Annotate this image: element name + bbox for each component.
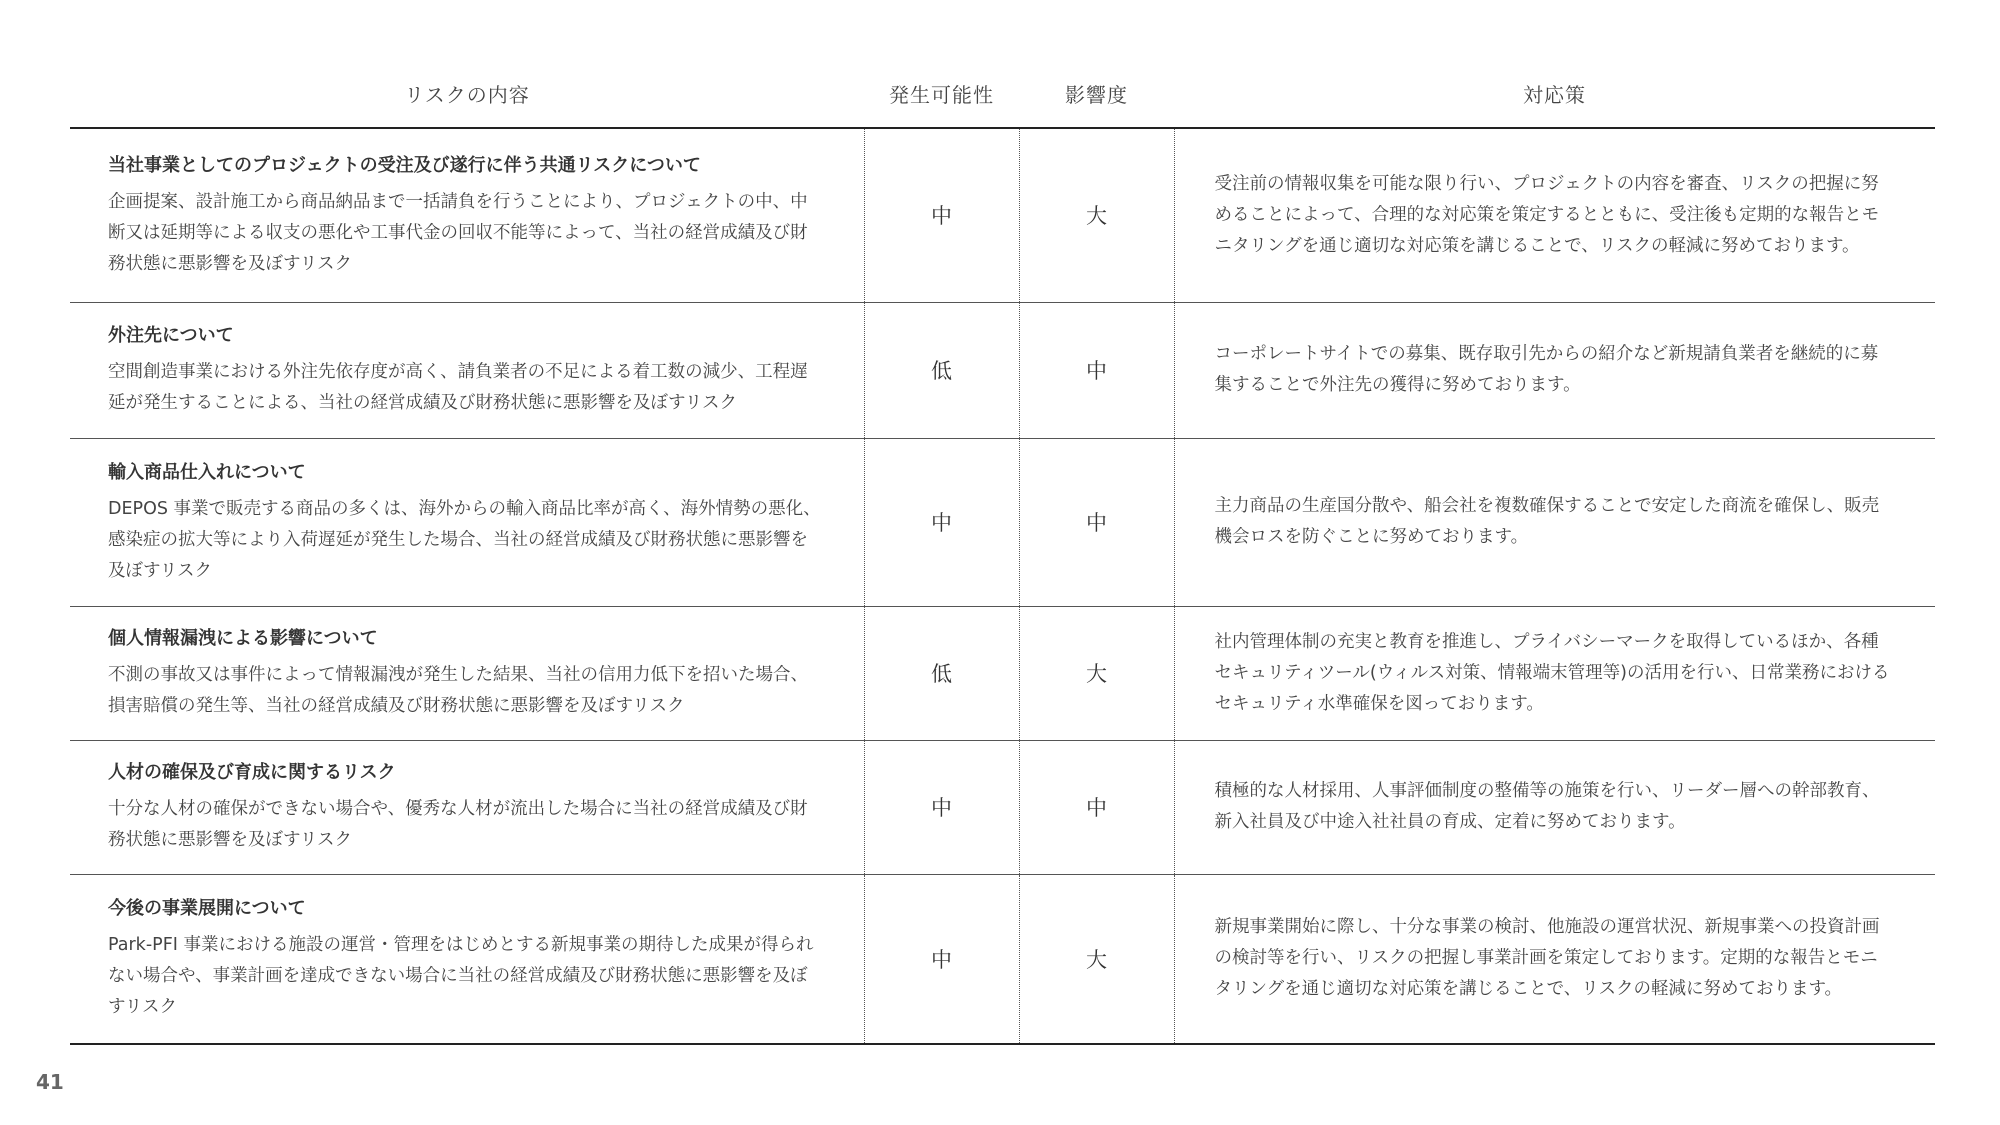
risk-description: DEPOS 事業で販売する商品の多くは、海外からの輸入商品比率が高く、海外情勢の悪化、感染症の拡大等により入荷遅延が発生した場合、当社の経営成績及び財務状態に悪影響を及ぼすリスク [108, 498, 821, 581]
risk-title: 外注先について [108, 325, 234, 346]
risk-title: 当社事業としてのプロジェクトの受注及び遂行に伴う共通リスクについて [108, 154, 701, 176]
risk-table-container [70, 60, 1935, 1045]
probability-cell: 低 [864, 606, 1019, 740]
measure-cell: 新規事業開始に際し、十分な事業の検討、他施設の運営状況、新規事業への投資計画の検討等を行い、リスクの把握し事業計画を策定しております。定期的な報告とモニタリングを通じ適切な対応策を講じることで、リスクの軽減に努めております。 [1174, 874, 1935, 1044]
risk-title: 輸入商品仕入れについて [108, 461, 306, 483]
probability-cell: 中 [864, 128, 1019, 302]
risk-title: 人材の確保及び育成に関するリスク [108, 762, 396, 783]
impact-cell: 中 [1019, 302, 1174, 438]
risk-cell [70, 302, 864, 438]
impact-cell: 大 [1019, 128, 1174, 302]
risk-cell [70, 128, 864, 302]
header-probability: 発生可能性 [864, 60, 1019, 128]
risk-title: 個人情報漏洩による影響について [108, 628, 378, 649]
table-row [70, 740, 1935, 874]
risk-cell [70, 606, 864, 740]
table-row [70, 606, 1935, 740]
risk-cell [70, 438, 864, 606]
table-header-row [70, 60, 1935, 128]
measure-cell: 積極的な人材採用、人事評価制度の整備等の施策を行い、リーダー層への幹部教育、新入社員及び中途入社社員の育成、定着に努めております。 [1174, 740, 1935, 874]
risk-description: Park-PFI 事業における施設の運営・管理をはじめとする新規事業の期待した成果が得られない場合や、事業計画を達成できない場合に当社の経営成績及び財務状態に悪影響を及ぼすリスク [108, 935, 814, 1018]
risk-cell [70, 740, 864, 874]
risk-description: 十分な人材の確保ができない場合や、優秀な人材が流出した場合に当社の経営成績及び財務状態に悪影響を及ぼすリスク [108, 799, 808, 850]
risk-description: 企画提案、設計施工から商品納品まで一括請負を行うことにより、プロジェクトの中、中断又は延期等による収支の悪化や工事代金の回収不能等によって、当社の経営成績及び財務状態に悪影響を及ぼすリスク [108, 191, 808, 274]
probability-cell: 中 [864, 740, 1019, 874]
risk-description: 不測の事故又は事件によって情報漏洩が発生した結果、当社の信用力低下を招いた場合、損害賠償の発生等、当社の経営成績及び財務状態に悪影響を及ぼすリスク [108, 665, 808, 716]
probability-cell: 中 [864, 438, 1019, 606]
risk-table [70, 60, 1935, 1045]
measure-cell: コーポレートサイトでの募集、既存取引先からの紹介など新規請負業者を継続的に募集することで外注先の獲得に努めております。 [1174, 302, 1935, 438]
table-row [70, 438, 1935, 606]
header-impact: 影響度 [1019, 60, 1174, 128]
measure-cell: 主力商品の生産国分散や、船会社を複数確保することで安定した商流を確保し、販売機会ロスを防ぐことに努めております。 [1174, 438, 1935, 606]
table-row [70, 302, 1935, 438]
probability-cell: 中 [864, 874, 1019, 1044]
page-number: 41 [36, 1070, 64, 1094]
probability-cell: 低 [864, 302, 1019, 438]
impact-cell: 中 [1019, 740, 1174, 874]
impact-cell: 大 [1019, 874, 1174, 1044]
impact-cell: 大 [1019, 606, 1174, 740]
table-row [70, 874, 1935, 1044]
measure-cell: 受注前の情報収集を可能な限り行い、プロジェクトの内容を審査、リスクの把握に努めることによって、合理的な対応策を策定するとともに、受注後も定期的な報告とモニタリングを通じ適切な対応策を講じることで、リスクの軽減に努めております。 [1174, 128, 1935, 302]
header-measure: 対応策 [1174, 60, 1935, 128]
table-row [70, 128, 1935, 302]
measure-cell: 社内管理体制の充実と教育を推進し、プライバシーマークを取得しているほか、各種セキュリティツール(ウィルス対策、情報端末管理等)の活用を行い、日常業務におけるセキュリティ水準確保を図っております。 [1174, 606, 1935, 740]
header-risk: リスクの内容 [70, 60, 864, 128]
risk-title: 今後の事業展開について [108, 898, 306, 920]
impact-cell: 中 [1019, 438, 1174, 606]
risk-description: 空間創造事業における外注先依存度が高く、請負業者の不足による着工数の減少、工程遅延が発生することによる、当社の経営成績及び財務状態に悪影響を及ぼすリスク [108, 362, 808, 413]
risk-cell [70, 874, 864, 1044]
